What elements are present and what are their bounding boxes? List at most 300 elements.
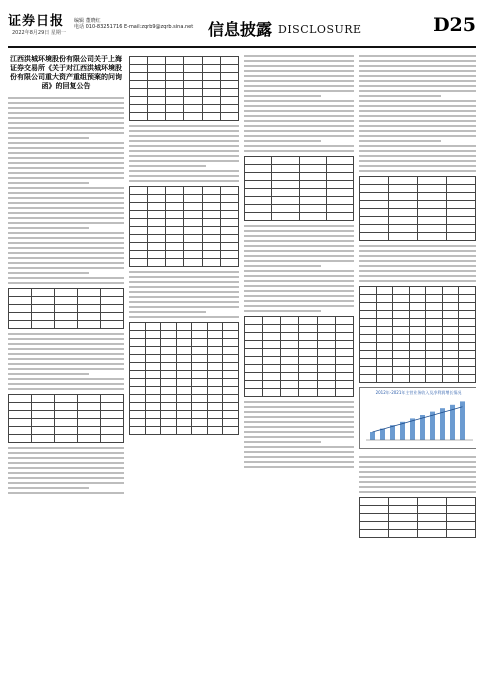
table-cell (130, 105, 148, 113)
text-line (129, 175, 239, 177)
table-cell (459, 303, 476, 311)
table-cell (326, 205, 353, 213)
text-line (129, 130, 239, 132)
table-cell (166, 211, 184, 219)
table-row (245, 189, 354, 197)
text-line (129, 160, 239, 162)
table-cell (317, 389, 335, 397)
table-row (130, 65, 239, 73)
text-line (244, 411, 354, 413)
table-cell (130, 57, 148, 65)
date-line: 2022年8月29日 星期一 (12, 30, 66, 36)
table-row (245, 389, 354, 397)
table-cell (281, 365, 299, 373)
text-line (244, 466, 354, 468)
table-cell (393, 319, 410, 327)
table-cell (130, 97, 148, 105)
table-cell (202, 203, 220, 211)
table-cell (202, 81, 220, 89)
table-cell (9, 419, 32, 427)
table-row (130, 427, 239, 435)
text-line (8, 207, 124, 209)
table-cell (207, 419, 223, 427)
text-line (129, 180, 239, 182)
table-row (245, 349, 354, 357)
table-cell (389, 185, 418, 193)
table-cell (184, 219, 202, 227)
table-cell (32, 435, 55, 443)
table-cell (176, 427, 192, 435)
table-cell (78, 313, 101, 321)
text-line (359, 110, 476, 112)
table-cell (166, 243, 184, 251)
text-line (359, 491, 476, 493)
table-cell (145, 363, 161, 371)
table-cell (426, 319, 443, 327)
table-cell (299, 181, 326, 189)
text-line (359, 456, 476, 458)
table-cell (426, 367, 443, 375)
table-cell (376, 367, 393, 375)
table-cell (409, 367, 426, 375)
table-cell (161, 347, 177, 355)
text-line (8, 127, 124, 129)
table-cell (192, 403, 208, 411)
table-cell (360, 367, 377, 375)
table-cell (326, 197, 353, 205)
text-line (244, 75, 354, 77)
table-cell (335, 373, 353, 381)
data-table (244, 156, 354, 221)
table-cell (360, 233, 389, 241)
table-cell (148, 251, 166, 259)
table-cell (245, 165, 272, 173)
table-cell (101, 427, 124, 435)
table-cell (9, 403, 32, 411)
table-cell (393, 351, 410, 359)
revenue-growth-chart (359, 387, 476, 449)
table-row (360, 375, 476, 383)
table-cell (376, 319, 393, 327)
data-table (8, 288, 124, 329)
table-cell (101, 305, 124, 313)
text-line (359, 65, 476, 67)
table-cell (145, 331, 161, 339)
table-cell (245, 333, 263, 341)
table-row (130, 81, 239, 89)
table-cell (442, 359, 459, 367)
table-cell (130, 81, 148, 89)
text-line (8, 222, 124, 224)
table-cell (130, 363, 146, 371)
text-line (129, 271, 239, 273)
text-line (359, 280, 476, 282)
table-cell (192, 395, 208, 403)
table-cell (263, 389, 281, 397)
text-line (129, 165, 206, 167)
text-line (244, 70, 354, 72)
section-title-english: DISCLOSURE (278, 23, 362, 36)
table-row (130, 363, 239, 371)
text-line (244, 115, 354, 117)
table-cell (263, 341, 281, 349)
table-cell (389, 233, 418, 241)
table-cell (161, 411, 177, 419)
table-cell (263, 365, 281, 373)
text-line (244, 235, 354, 237)
text-line (8, 187, 124, 189)
table-cell (101, 411, 124, 419)
table-cell (184, 259, 202, 267)
text-line (359, 135, 476, 137)
table-cell (299, 373, 317, 381)
text-line (8, 122, 124, 124)
table-cell (447, 225, 476, 233)
table-cell (220, 227, 238, 235)
table-cell (360, 295, 377, 303)
text-line (129, 296, 239, 298)
text-line (129, 155, 239, 157)
table-cell (360, 375, 377, 383)
table-cell (245, 349, 263, 357)
table-cell (130, 395, 146, 403)
table-row (130, 395, 239, 403)
table-cell (207, 339, 223, 347)
table-row (9, 427, 124, 435)
table-cell (176, 387, 192, 395)
table-cell (393, 295, 410, 303)
text-line (244, 105, 354, 107)
table-cell (202, 219, 220, 227)
body-text-block (129, 125, 239, 182)
table-cell (442, 295, 459, 303)
text-line (8, 192, 124, 194)
table-cell (207, 395, 223, 403)
text-line (8, 477, 124, 479)
text-line (129, 311, 206, 313)
table-cell (32, 411, 55, 419)
table-cell (426, 327, 443, 335)
text-line (244, 145, 354, 147)
table-cell (418, 177, 447, 185)
text-line (244, 90, 354, 92)
table-cell (148, 235, 166, 243)
table-cell (202, 251, 220, 259)
text-line (8, 107, 124, 109)
body-text-block (244, 401, 354, 468)
table-cell (376, 295, 393, 303)
table-cell (101, 435, 124, 443)
table-row (245, 373, 354, 381)
text-line (244, 110, 354, 112)
table-cell (245, 181, 272, 189)
table-cell (145, 323, 161, 331)
data-table (8, 394, 124, 443)
table-cell (442, 319, 459, 327)
table-cell (245, 381, 263, 389)
table-cell (299, 325, 317, 333)
table-cell (184, 89, 202, 97)
table-cell (145, 387, 161, 395)
text-line (8, 363, 124, 365)
body-text-block (359, 245, 476, 282)
text-line (8, 492, 124, 494)
chart-bar (390, 425, 395, 440)
table-row (130, 323, 239, 331)
table-cell (161, 331, 177, 339)
text-line (244, 270, 354, 272)
table-cell (202, 195, 220, 203)
contact-line: 电话 010-83251716 E-mail:zqrb9@zqrb.sina.net (74, 24, 194, 30)
table-cell (184, 57, 202, 65)
text-line (8, 137, 89, 139)
table-cell (220, 105, 238, 113)
text-line (8, 482, 124, 484)
table-row (130, 227, 239, 235)
table-cell (130, 243, 148, 251)
table-cell (447, 201, 476, 209)
text-line (359, 270, 476, 272)
text-line (359, 481, 476, 483)
table-row (130, 113, 239, 121)
table-cell (459, 343, 476, 351)
table-cell (202, 73, 220, 81)
body-text-block (129, 271, 239, 318)
table-row (245, 197, 354, 205)
table-cell (9, 289, 32, 297)
text-line (244, 280, 354, 282)
table-cell (459, 335, 476, 343)
table-cell (335, 341, 353, 349)
table-cell (442, 375, 459, 383)
table-cell (166, 187, 184, 195)
table-cell (418, 233, 447, 241)
table-row (245, 357, 354, 365)
table-cell (184, 73, 202, 81)
table-row (360, 359, 476, 367)
table-cell (78, 419, 101, 427)
table-cell (130, 219, 148, 227)
table-cell (360, 359, 377, 367)
table-cell (145, 355, 161, 363)
table-cell (32, 427, 55, 435)
table-cell (9, 297, 32, 305)
table-cell (130, 251, 148, 259)
table-cell (223, 419, 239, 427)
text-line (244, 441, 321, 443)
table-cell (245, 357, 263, 365)
table-cell (376, 335, 393, 343)
table-cell (245, 197, 272, 205)
table-cell (130, 411, 146, 419)
table-cell (184, 65, 202, 73)
text-line (359, 100, 476, 102)
table-cell (184, 251, 202, 259)
table-cell (299, 389, 317, 397)
table-cell (32, 321, 55, 329)
text-line (8, 212, 124, 214)
table-cell (166, 235, 184, 243)
text-line (8, 172, 124, 174)
text-line (244, 446, 354, 448)
table-cell (101, 289, 124, 297)
table-cell (223, 339, 239, 347)
table-cell (426, 335, 443, 343)
text-line (8, 102, 124, 104)
table-cell (376, 343, 393, 351)
table-cell (202, 235, 220, 243)
table-cell (442, 327, 459, 335)
table-cell (145, 395, 161, 403)
text-line (359, 125, 476, 127)
chart-title: 2012年-2021年主营业务收入及净利润增长情况 (375, 390, 462, 395)
table-row (360, 177, 476, 185)
table-cell (176, 347, 192, 355)
table-cell (459, 287, 476, 295)
table-cell (389, 522, 418, 530)
table-row (130, 97, 239, 105)
table-cell (447, 530, 476, 538)
table-cell (360, 522, 389, 530)
table-cell (220, 211, 238, 219)
table-cell (442, 343, 459, 351)
table-cell (207, 355, 223, 363)
text-line (8, 162, 124, 164)
table-cell (166, 89, 184, 97)
text-line (8, 227, 89, 229)
table-cell (393, 359, 410, 367)
table-cell (176, 331, 192, 339)
table-row (245, 157, 354, 165)
table-cell (130, 331, 146, 339)
table-cell (78, 297, 101, 305)
text-line (8, 117, 124, 119)
text-line (8, 358, 124, 360)
table-row (360, 303, 476, 311)
table-cell (360, 193, 389, 201)
table-cell (176, 371, 192, 379)
table-cell (245, 325, 263, 333)
table-cell (418, 506, 447, 514)
table-cell (299, 341, 317, 349)
table-cell (281, 357, 299, 365)
table-cell (447, 177, 476, 185)
table-cell (145, 427, 161, 435)
table-cell (148, 211, 166, 219)
table-cell (130, 419, 146, 427)
table-cell (166, 57, 184, 65)
table-cell (245, 189, 272, 197)
table-cell (9, 313, 32, 321)
text-line (8, 487, 89, 489)
body-text-block (359, 55, 476, 172)
table-cell (409, 319, 426, 327)
text-line (8, 338, 124, 340)
text-line (244, 230, 354, 232)
table-cell (245, 389, 263, 397)
table-row (360, 530, 476, 538)
table-cell (220, 57, 238, 65)
table-cell (376, 287, 393, 295)
text-line (359, 75, 476, 77)
table-row (130, 73, 239, 81)
table-cell (459, 311, 476, 319)
table-cell (202, 89, 220, 97)
table-cell (299, 213, 326, 221)
table-cell (166, 105, 184, 113)
table-cell (426, 295, 443, 303)
table-cell (281, 325, 299, 333)
table-cell (447, 514, 476, 522)
table-cell (272, 165, 299, 173)
table-cell (148, 227, 166, 235)
table-cell (207, 379, 223, 387)
table-cell (299, 173, 326, 181)
table-cell (148, 65, 166, 73)
table-cell (447, 506, 476, 514)
table-cell (223, 379, 239, 387)
table-cell (442, 367, 459, 375)
table-row (130, 419, 239, 427)
table-cell (161, 427, 177, 435)
table-cell (192, 331, 208, 339)
table-cell (78, 427, 101, 435)
table-cell (55, 419, 78, 427)
text-line (129, 145, 239, 147)
table-cell (272, 205, 299, 213)
table-cell (409, 351, 426, 359)
table-row (360, 287, 476, 295)
table-row (360, 225, 476, 233)
text-line (129, 291, 239, 293)
table-cell (130, 387, 146, 395)
table-cell (184, 105, 202, 113)
table-cell (360, 303, 377, 311)
table-cell (360, 217, 389, 225)
table-cell (166, 81, 184, 89)
table-row (360, 295, 476, 303)
table-row (245, 205, 354, 213)
table-cell (442, 311, 459, 319)
table-row (130, 89, 239, 97)
table-cell (148, 105, 166, 113)
table-row (130, 235, 239, 243)
table-row (245, 181, 354, 189)
data-table (129, 186, 239, 267)
table-cell (389, 217, 418, 225)
table-row (9, 297, 124, 305)
table-cell (207, 403, 223, 411)
text-line (359, 95, 441, 97)
table-cell (272, 181, 299, 189)
table-cell (32, 395, 55, 403)
table-cell (148, 195, 166, 203)
table-cell (184, 227, 202, 235)
table-cell (176, 395, 192, 403)
table-cell (130, 73, 148, 81)
table-cell (360, 209, 389, 217)
table-row (245, 165, 354, 173)
table-cell (263, 349, 281, 357)
table-cell (245, 341, 263, 349)
table-cell (426, 311, 443, 319)
text-line (129, 306, 239, 308)
text-line (8, 378, 124, 380)
table-cell (245, 317, 263, 325)
table-cell (148, 81, 166, 89)
article-headline: 江西洪城环境股份有限公司关于上海证券交易所《关于对江西洪城环境股份有限公司重大资产重组预案的问询函》的回复公告 (10, 54, 122, 90)
text-line (244, 401, 354, 403)
